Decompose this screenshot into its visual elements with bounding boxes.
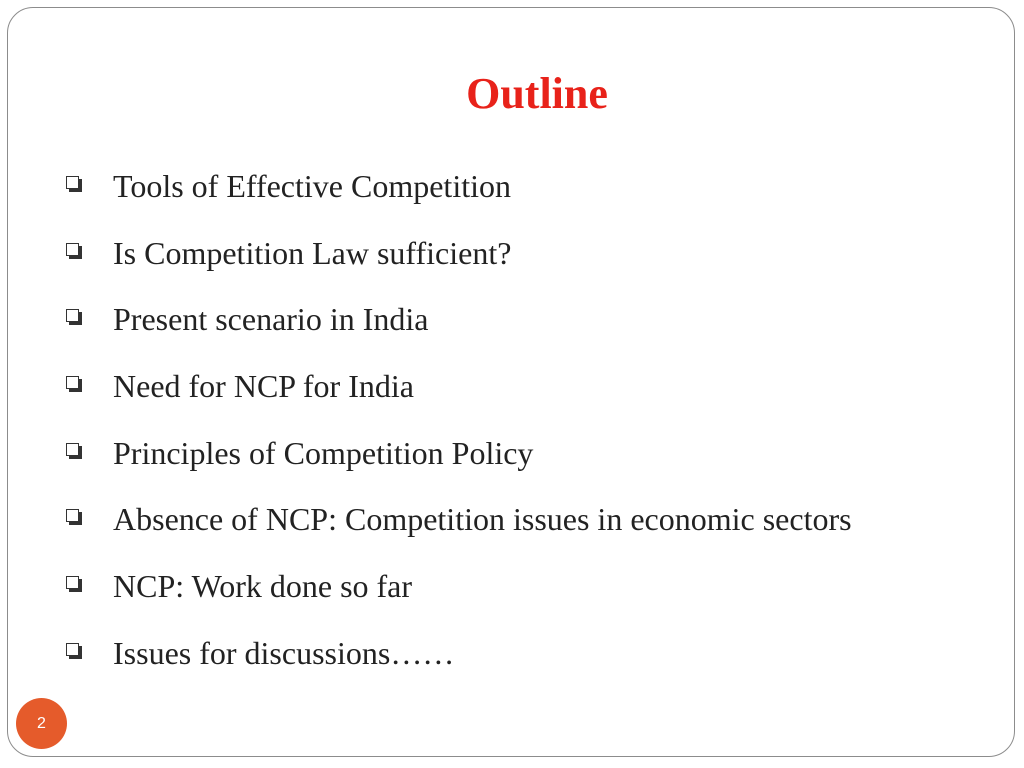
list-item-label: Is Competition Law sufficient? [113,234,512,271]
outline-list [60,158,852,692]
list-item-label: Absence of NCP: Competition issues in economic sectors [113,501,852,538]
square-bullet-icon [66,576,79,589]
square-bullet-icon [66,643,79,656]
square-bullet-icon [66,243,79,256]
list-item-label: Present scenario in India [113,301,429,338]
list-item [60,225,852,292]
square-bullet-icon [66,509,79,522]
list-item [60,625,852,692]
list-item-label: NCP: Work done so far [113,568,413,605]
slide-number-badge: 2 [16,698,67,749]
list-item [60,425,852,492]
square-bullet-icon [66,376,79,389]
list-item-label: Need for NCP for India [113,368,414,405]
square-bullet-icon [66,443,79,456]
list-item-label: Tools of Effective Competition [113,168,511,204]
list-item [60,158,852,225]
list-item [60,558,852,625]
list-item [60,491,852,558]
list-item [60,358,852,425]
slide-title: Outline [466,69,608,118]
list-item [60,291,852,358]
square-bullet-icon [66,309,79,322]
list-item-label: Principles of Competition Policy [113,434,534,471]
list-item-label: Issues for discussions…… [113,634,455,671]
square-bullet-icon [66,176,79,189]
